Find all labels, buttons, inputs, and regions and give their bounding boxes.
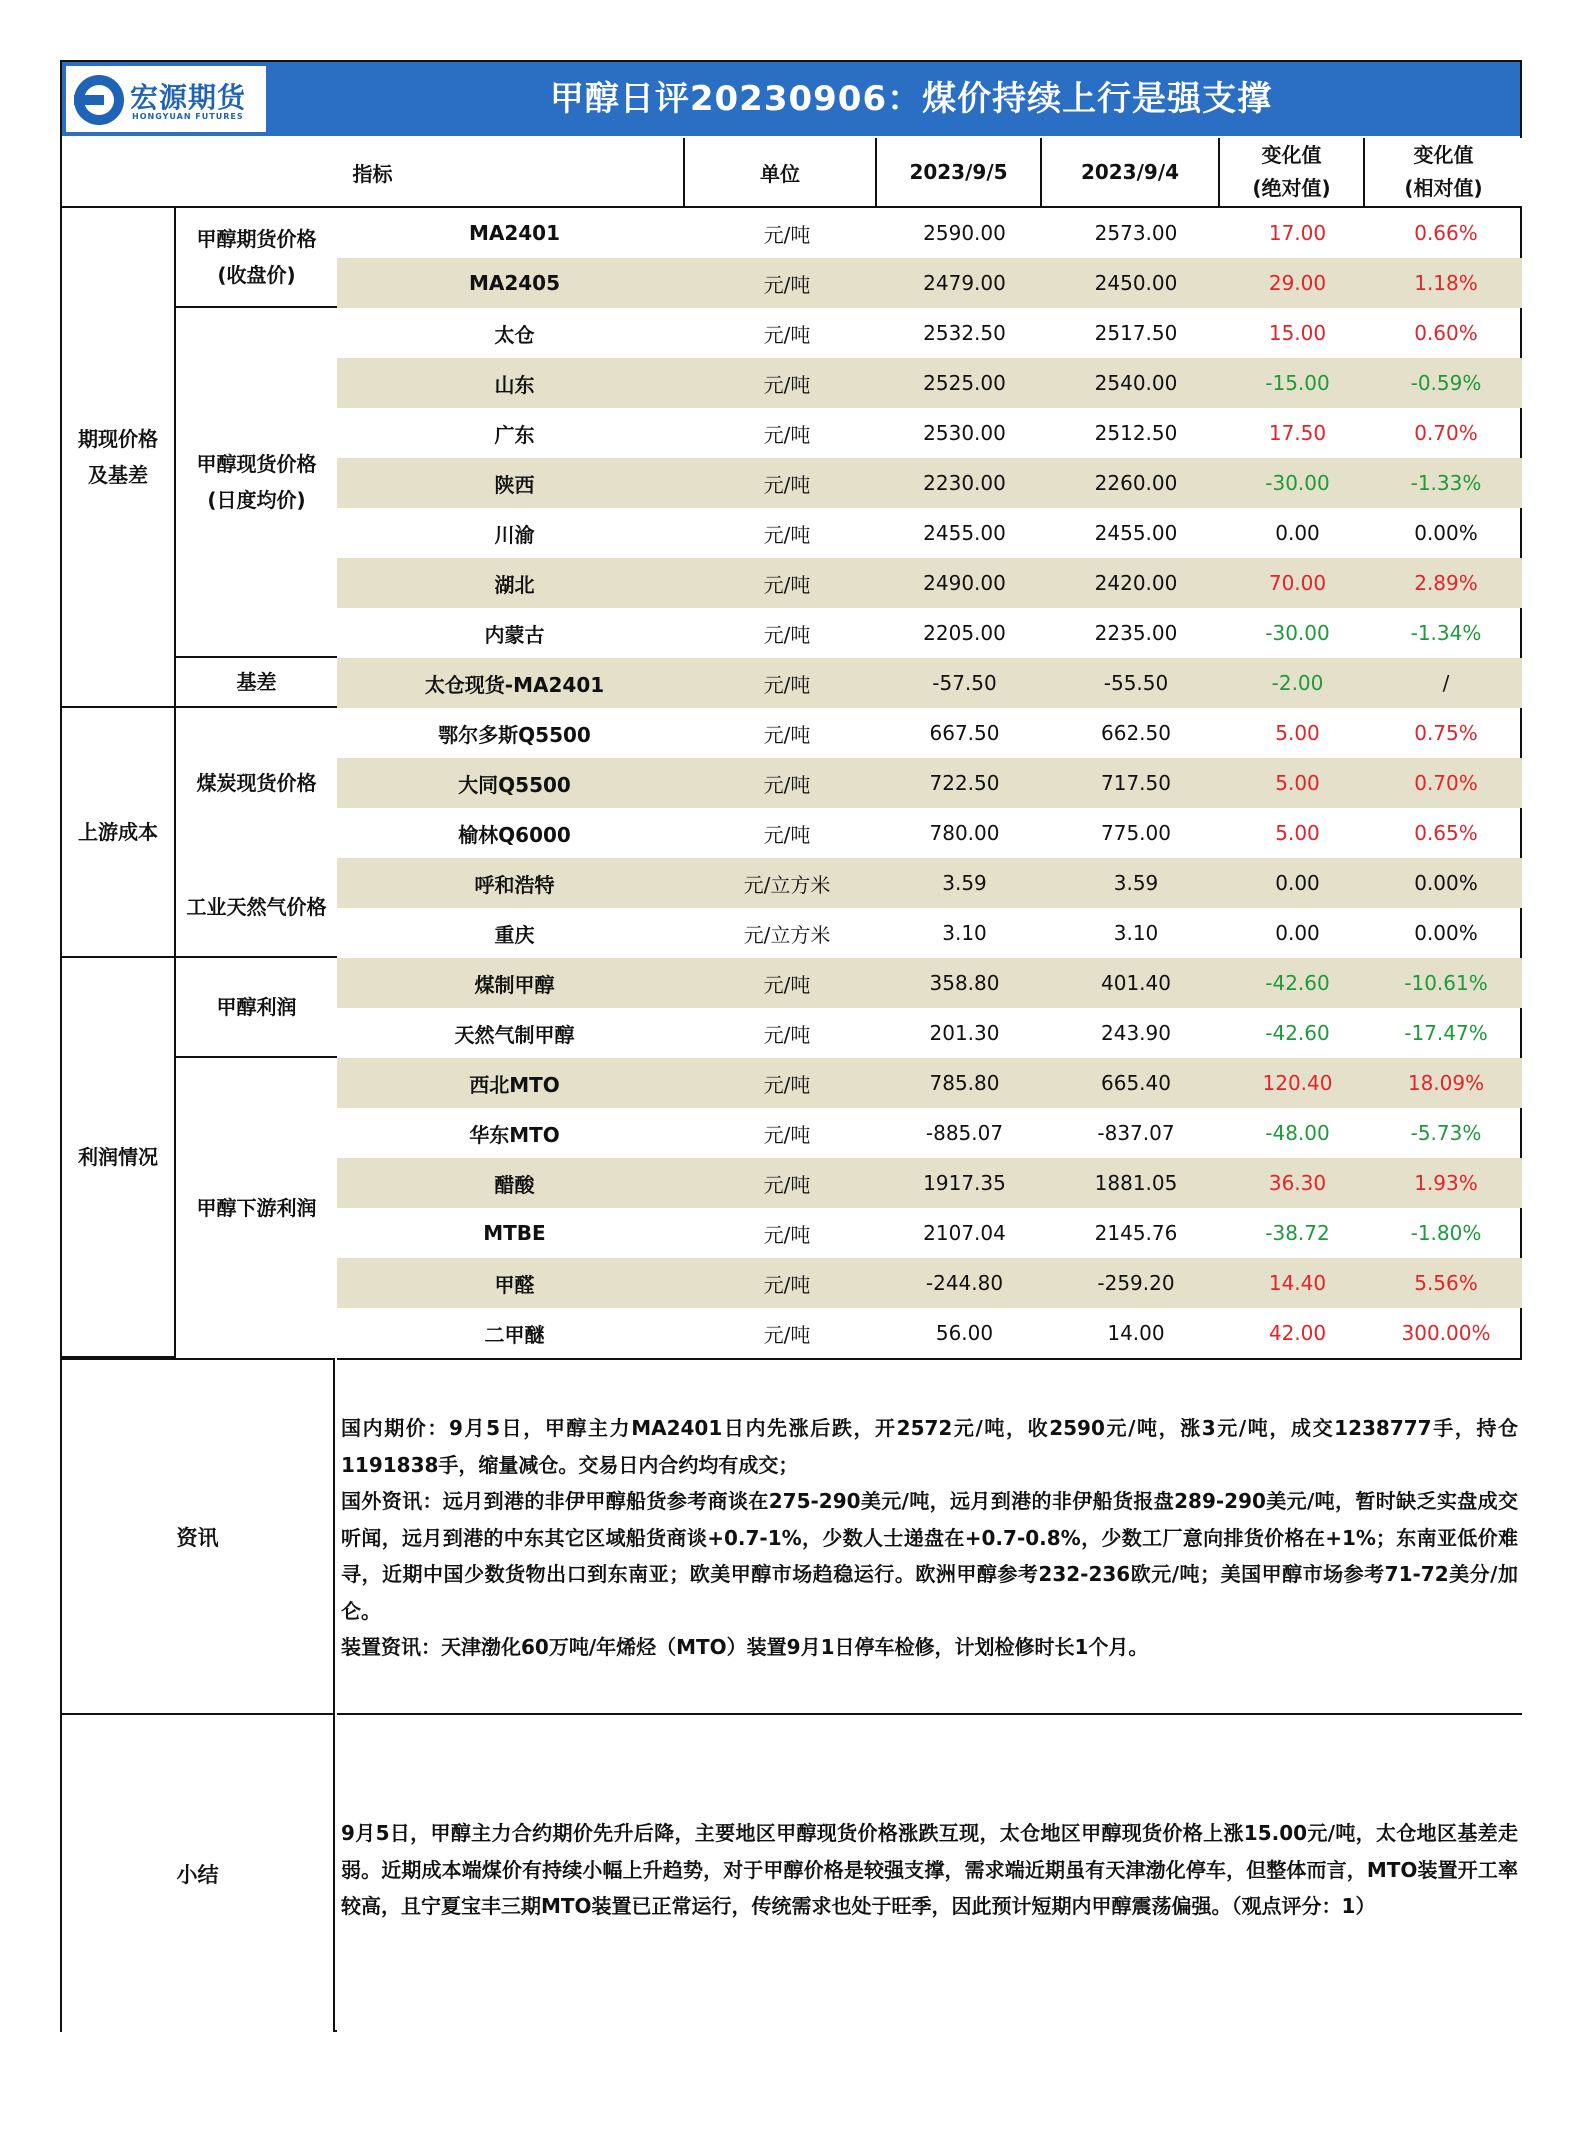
table-row [337,1208,1522,1258]
table-row [337,558,1522,608]
row-indicator: 鄂尔多斯Q5500 [438,722,591,747]
table-row [337,758,1522,808]
row-abs-change: -2.00 [1271,671,1324,695]
col-header-rel-line1: 变化值 [1413,143,1474,167]
row-rel-change: 0.66% [1414,221,1478,245]
row-indicator: 醋酸 [494,1172,535,1197]
row-value-date1: 3.10 [942,921,987,945]
summary-body [337,1715,1522,2032]
row-indicator: MTBE [483,1221,546,1245]
col-header-abs-line1: 变化值 [1261,143,1322,167]
table-row [337,308,1522,358]
row-unit: 元/吨 [763,1322,811,1347]
row-unit: 元/吨 [763,1222,811,1247]
row-value-date2: 2517.50 [1094,321,1178,345]
row-abs-change: 5.00 [1275,771,1320,795]
category-upstream-cost: 上游成本 [62,708,176,958]
table-row [337,858,1522,908]
row-unit: 元/吨 [763,822,811,847]
subgroup-methanol-profit: 甲醇利润 [176,958,337,1058]
row-value-date1: 2205.00 [923,621,1006,645]
row-value-date2: 665.40 [1101,1071,1171,1095]
row-rel-change: 0.00% [1414,921,1478,945]
row-indicator: 呼和浩特 [474,872,555,897]
row-value-date2: -55.50 [1103,671,1169,695]
row-unit: 元/吨 [763,1122,811,1147]
row-rel-change: 1.18% [1414,271,1478,295]
row-unit: 元/吨 [763,772,811,797]
table-row [337,1108,1522,1158]
row-rel-change: -10.61% [1404,971,1488,995]
row-value-date2: 2420.00 [1094,571,1178,595]
row-value-date1: -244.80 [925,1271,1004,1295]
row-value-date2: 2455.00 [1094,521,1178,545]
row-abs-change: -30.00 [1265,621,1330,645]
row-abs-change: 17.00 [1268,221,1327,245]
row-unit: 元/吨 [763,1072,811,1097]
row-rel-change: 1.93% [1414,1171,1478,1195]
row-indicator: 太仓现货-MA2401 [424,672,605,697]
row-value-date2: 2260.00 [1094,471,1178,495]
row-indicator: 榆林Q6000 [458,822,571,847]
row-abs-change: 0.00 [1275,871,1320,895]
row-value-date2: 662.50 [1101,721,1171,745]
row-value-date1: 201.30 [929,1021,1000,1045]
row-value-date2: 243.90 [1101,1021,1171,1045]
table-row [337,258,1522,308]
row-rel-change: 0.00% [1414,521,1478,545]
news-label: 资讯 [62,1358,335,1715]
subgroup-coal-price: 煤炭现货价格 [176,708,337,858]
row-value-date1: 56.00 [935,1321,994,1345]
row-indicator: 重庆 [494,922,535,947]
row-value-date1: 2107.04 [923,1221,1006,1245]
row-indicator: 煤制甲醇 [474,972,555,997]
col-header-unit: 单位 [685,138,877,208]
row-value-date2: 3.10 [1113,921,1159,945]
report-sheet [60,60,1522,2032]
row-indicator: 广东 [494,422,535,447]
logo-icon [74,75,124,125]
col-header-date2: 2023/9/4 [1042,138,1220,208]
row-unit: 元/立方米 [743,922,831,947]
row-indicator: 川渝 [494,522,535,547]
subgroup-spot-price [176,308,337,658]
row-indicator: 湖北 [494,572,535,597]
row-rel-change: 0.60% [1414,321,1478,345]
row-value-date1: 2590.00 [923,221,1006,245]
row-value-date2: 2512.50 [1094,421,1178,445]
row-value-date1: -885.07 [925,1121,1004,1145]
row-value-date1: 2479.00 [923,271,1006,295]
col-header-indicator: 指标 [62,138,685,208]
category-label-line2: 及基差 [88,463,148,487]
company-logo [66,66,266,132]
table-row [337,908,1522,958]
table-row [337,508,1522,558]
row-indicator: 太仓 [494,322,535,347]
table-row [337,208,1522,258]
row-value-date2: -837.07 [1097,1121,1175,1145]
row-abs-change: 5.00 [1275,721,1320,745]
row-indicator: 大同Q5500 [458,772,571,797]
subgroup-label-line2: (日度均价) [207,488,306,512]
row-indicator: 甲醛 [494,1272,535,1297]
row-abs-change: -48.00 [1265,1121,1330,1145]
row-abs-change: 0.00 [1275,521,1320,545]
row-value-date1: 1917.35 [923,1171,1006,1195]
row-value-date1: 2530.00 [923,421,1006,445]
row-unit: 元/吨 [763,272,811,297]
table-row [337,1058,1522,1108]
row-value-date1: 780.00 [929,821,1000,845]
row-rel-change: -0.59% [1410,371,1482,395]
row-unit: 元/吨 [763,1022,811,1047]
row-unit: 元/吨 [763,522,811,547]
row-value-date2: 717.50 [1101,771,1171,795]
row-abs-change: 70.00 [1268,571,1327,595]
row-abs-change: 14.40 [1268,1271,1327,1295]
row-value-date2: 14.00 [1107,1321,1165,1345]
logo-name-cn: 宏源期货 [130,81,247,114]
row-rel-change: 5.56% [1414,1271,1478,1295]
title-banner [62,62,1520,136]
subgroup-downstream-profit: 甲醇下游利润 [176,1058,337,1358]
row-rel-change: 18.09% [1407,1071,1485,1095]
row-value-date1: 2230.00 [923,471,1006,495]
row-unit: 元/吨 [763,722,811,747]
row-abs-change: -42.60 [1265,1021,1330,1045]
table-row [337,358,1522,408]
row-rel-change: -1.33% [1410,471,1482,495]
row-value-date1: 722.50 [929,771,1000,795]
table-row [337,1308,1522,1358]
table-row [337,1258,1522,1308]
row-abs-change: 17.50 [1268,421,1327,445]
row-abs-change: -42.60 [1265,971,1330,995]
row-unit: 元/吨 [763,972,811,997]
row-value-date2: 2573.00 [1094,221,1178,245]
subgroup-futures-price [176,208,337,308]
row-value-date2: 2450.00 [1094,271,1178,295]
table-row [337,408,1522,458]
row-indicator: 西北MTO [469,1072,560,1097]
row-abs-change: 120.40 [1262,1071,1333,1095]
row-rel-change: 0.70% [1414,771,1478,795]
row-rel-change: -5.73% [1410,1121,1482,1145]
table-row [337,608,1522,658]
row-value-date2: 2145.76 [1094,1221,1178,1245]
row-abs-change: -30.00 [1265,471,1330,495]
row-unit: 元/吨 [763,622,811,647]
row-value-date2: 2540.00 [1094,371,1178,395]
category-profit: 利润情况 [62,958,176,1358]
summary-text: 9月5日，甲醇主力合约期价先升后降，主要地区甲醇现货价格涨跌互现，太仓地区甲醇现货价格上涨15.00元/吨，太仓地区基差走弱。近期成本端煤价有持续小幅上升趋势，对于甲醇价格是较强支撑，需求端近期虽有天津渤化停车，但整体而言，MTO装置开工率较高，且宁夏宝丰三期MTO装置已正常运行，传统需求也处于旺季，因此预计短期内甲醇震荡偏强。（观点评分：1） [341,1821,1518,1918]
row-unit: 元/吨 [763,472,811,497]
row-value-date1: 2532.50 [923,321,1006,345]
row-indicator: 山东 [494,372,535,397]
logo-name-en: HONGYUAN FUTURES [132,112,244,121]
row-value-date2: 775.00 [1101,821,1171,845]
row-value-date2: 2235.00 [1094,621,1178,645]
row-rel-change: -1.80% [1410,1221,1482,1245]
row-unit: 元/吨 [763,1272,811,1297]
row-value-date2: -259.20 [1097,1271,1175,1295]
row-rel-change: 0.00% [1414,871,1478,895]
row-value-date2: 3.59 [1113,871,1159,895]
row-abs-change: 29.00 [1268,271,1327,295]
row-indicator: 陕西 [494,472,535,497]
row-rel-change: 2.89% [1414,571,1478,595]
row-indicator: 天然气制甲醇 [454,1022,575,1047]
row-rel-change: 0.75% [1414,721,1478,745]
row-unit: 元/立方米 [743,872,831,897]
subgroup-label-line2: (收盘价) [217,263,296,287]
table-row [337,958,1522,1008]
row-rel-change: / [1442,671,1450,695]
row-rel-change: 0.70% [1414,421,1478,445]
col-header-date1: 2023/9/5 [877,138,1042,208]
row-abs-change: 42.00 [1268,1321,1327,1345]
news-body [337,1358,1522,1715]
row-abs-change: -38.72 [1265,1221,1330,1245]
col-header-rel-change [1365,138,1522,208]
news-paragraph-plants: 装置资讯：天津渤化60万吨/年烯烃（MTO）装置9月1日停车检修，计划检修时长1个月。 [341,1635,1149,1659]
row-indicator: 华东MTO [469,1122,560,1147]
row-value-date1: 358.80 [929,971,1000,995]
row-unit: 元/吨 [763,1172,811,1197]
row-indicator: 二甲醚 [484,1322,545,1347]
row-value-date1: 2525.00 [923,371,1006,395]
row-unit: 元/吨 [763,222,811,247]
row-value-date1: -57.50 [932,671,997,695]
row-abs-change: 5.00 [1275,821,1320,845]
col-header-abs-change [1220,138,1365,208]
row-value-date1: 667.50 [929,721,1000,745]
row-abs-change: 36.30 [1268,1171,1327,1195]
row-rel-change: 0.65% [1414,821,1478,845]
row-value-date2: 401.40 [1101,971,1171,995]
row-unit: 元/吨 [763,322,811,347]
row-rel-change: -1.34% [1410,621,1482,645]
table-row [337,658,1522,708]
row-indicator: MA2401 [468,221,561,245]
row-value-date2: 1881.05 [1094,1171,1178,1195]
table-row [337,1008,1522,1058]
subgroup-gas-price: 工业天然气价格 [176,858,337,958]
col-header-abs-line2: (绝对值) [1252,176,1331,200]
category-futures-spot-basis [62,208,176,708]
row-abs-change: 15.00 [1268,321,1327,345]
row-unit: 元/吨 [763,572,811,597]
row-indicator: 内蒙古 [484,622,545,647]
row-abs-change: -15.00 [1265,371,1330,395]
row-indicator: MA2405 [468,271,561,295]
report-title: 甲醇日评20230906：煤价持续上行是强支撑 [549,79,1273,119]
table-row [337,808,1522,858]
table-row [337,458,1522,508]
row-rel-change: 300.00% [1401,1321,1491,1345]
news-paragraph-overseas: 国外资讯：远月到港的非伊甲醇船货参考商谈在275-290美元/吨，远月到港的非伊船货报盘289-290美元/吨，暂时缺乏实盘成交听闻，远月到港的中东其它区域船货商谈+0.7-1%，少数人士递盘在+0.7-0.8%，少数工厂意向排货价格在+1%；东南亚低价难寻，近期中国少数货物出口到东南亚；欧美甲醇市场趋稳运行。欧洲甲醇参考232-236欧元/吨；美国甲醇市场参考71-72美分/加仑。 [341,1489,1518,1623]
row-abs-change: 0.00 [1275,921,1320,945]
row-rel-change: -17.47% [1404,1021,1488,1045]
subgroup-label-line1: 甲醇现货价格 [196,452,317,476]
row-value-date1: 785.80 [929,1071,1000,1095]
col-header-rel-line2: (相对值) [1404,176,1483,200]
row-value-date1: 2490.00 [923,571,1006,595]
news-paragraph-domestic: 国内期价：9月5日，甲醇主力MA2401日内先涨后跌，开2572元/吨，收2590元/吨，涨3元/吨，成交1238777手，持仓1191838手，缩量减仓。交易日内合约均有成交； [341,1416,1518,1477]
table-row [337,1158,1522,1208]
subgroup-basis: 基差 [176,658,337,708]
row-unit: 元/吨 [763,422,811,447]
row-unit: 元/吨 [763,672,811,697]
table-row [337,708,1522,758]
summary-label: 小结 [62,1715,335,2032]
row-unit: 元/吨 [763,372,811,397]
category-label-line1: 期现价格 [78,427,158,451]
subgroup-label-line1: 甲醇期货价格 [196,227,317,251]
row-value-date1: 3.59 [942,871,987,895]
row-value-date1: 2455.00 [923,521,1006,545]
